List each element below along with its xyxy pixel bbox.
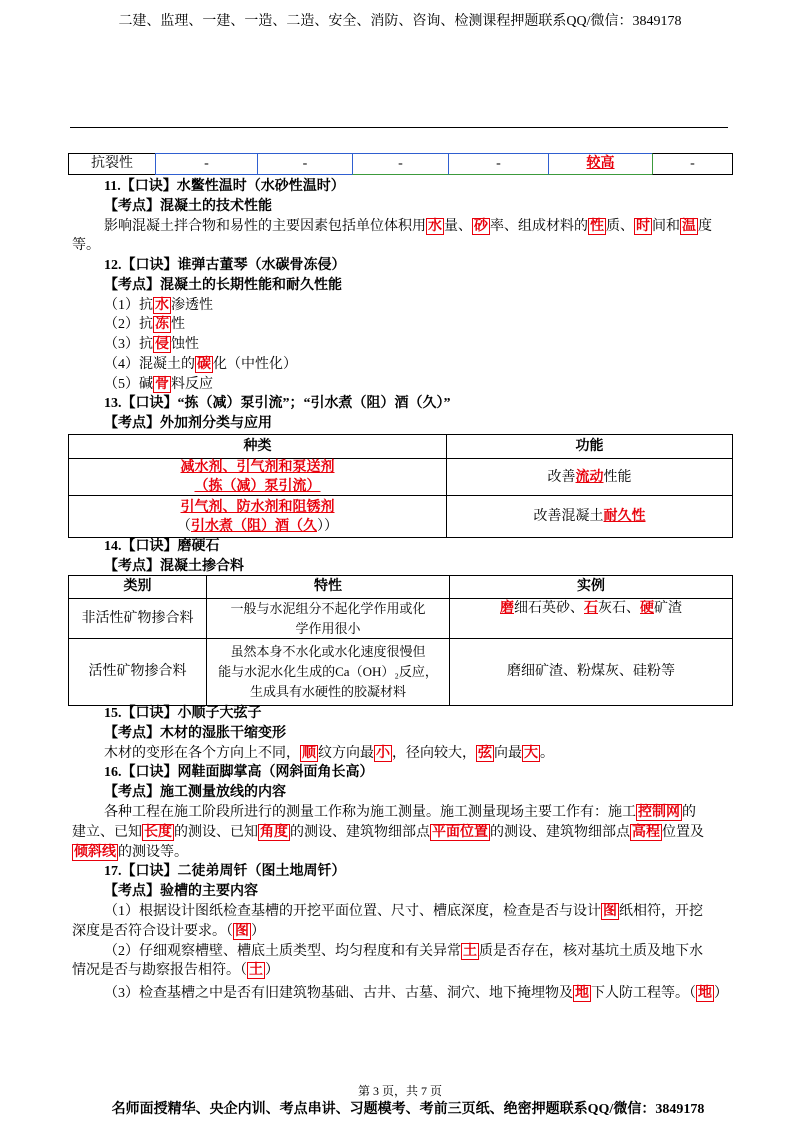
key-point-heading: 【考点】混凝土的技术性能 — [104, 198, 272, 214]
paragraph-line — [72, 236, 732, 256]
value-cell: - — [155, 153, 257, 175]
page-footer: 名师面授精华、央企内训、考点串讲、习题模考、考前三页纸、绝密押题联系QQ/微信：3849178 — [111, 1102, 705, 1117]
text-run: 的测设、建筑物细部点 — [490, 824, 630, 840]
key-character-mark: 引水煮（阻）酒（久 — [191, 518, 317, 534]
cell-line: 生成具有水硬性的胶凝材料 — [249, 684, 406, 699]
cell-line: 虽然本身不水化或水化速度很慢但 — [230, 644, 426, 659]
key-character-mark: 小 — [376, 745, 390, 761]
kind-cell — [69, 459, 447, 496]
text-run: 的测设、建筑物细部点 — [290, 824, 430, 840]
text-run: 率、组成材料的 — [490, 218, 588, 234]
text-run: 深度是否符合设计要求。（ — [72, 923, 233, 939]
cell-line — [534, 507, 646, 526]
paragraph-line — [72, 902, 732, 922]
cell-line: 学作用很小 — [295, 620, 361, 636]
text-run: 。 — [540, 745, 554, 761]
text-run: （1）抗 — [104, 297, 153, 313]
text-run: 影响混凝土拌合物和易性的主要因素包括单位体积用 — [104, 218, 426, 234]
text-run: （2）仔细观察槽壁、槽底土质类型、均匀程度和有关异常 — [104, 943, 461, 959]
key-character-mark: 引气剂、防水剂和阻锈剂 — [180, 499, 335, 515]
admixture-table — [68, 434, 733, 538]
key-character-mark: 水 — [428, 218, 442, 234]
mineral-admixture-table — [68, 575, 733, 706]
key-character-mark: 温 — [682, 218, 696, 234]
text-run: （4）混凝土的 — [104, 356, 195, 372]
text-run: 向最 — [494, 745, 522, 761]
list-item — [72, 375, 732, 395]
function-cell — [447, 459, 733, 496]
value-cell: - — [352, 153, 448, 175]
text-run: 等。 — [72, 238, 100, 254]
value-cell-highlight — [548, 153, 652, 175]
key-point-heading: 【考点】木材的湿胀干缩变形 — [104, 725, 286, 741]
cell-line — [181, 458, 335, 477]
list-item — [72, 335, 732, 355]
key-point-heading: 【考点】验槽的主要内容 — [104, 884, 258, 900]
text-run: （5）碱 — [104, 376, 153, 392]
text-run: （3）检查基槽之中是否有旧建筑物基础、古井、古墓、洞穴、地下掩埋物及 — [104, 986, 573, 1002]
key-character-mark: 碳 — [197, 356, 211, 372]
sections-15-to-17 — [72, 704, 732, 1004]
text-run: 蚀性 — [171, 337, 199, 352]
list-item — [72, 296, 732, 316]
paragraph-line — [72, 961, 732, 981]
key-point-heading: 【考点】施工测量放线的内容 — [104, 785, 286, 801]
value-cell: - — [652, 153, 733, 175]
text-run: 纸相符，开挖 — [619, 903, 703, 919]
paragraph-line — [72, 984, 732, 1004]
key-character-mark: 大 — [524, 745, 538, 761]
header-function: 功能 — [447, 435, 733, 459]
key-character-mark: 磨 — [500, 601, 514, 616]
key-character-mark: 控制网 — [638, 804, 680, 820]
text-run: 改善 — [547, 469, 576, 485]
key-character-mark: 土 — [463, 943, 477, 959]
key-character-mark: 顺 — [302, 745, 316, 761]
text-run: 化（中性化） — [213, 356, 297, 372]
mnemonic-heading: 16.【口诀】网鞋面脚掌高（网斜面角长高） — [104, 765, 374, 781]
key-character-mark: 流动 — [575, 469, 604, 485]
key-character-mark: 高程 — [632, 824, 660, 840]
key-point-heading: 【考点】外加剂分类与应用 — [104, 416, 272, 431]
kind-cell — [69, 496, 447, 538]
cell-line — [548, 468, 632, 487]
key-character-mark: 砂 — [474, 218, 488, 234]
text-run: 位置及 — [662, 824, 704, 840]
text-run: 性能 — [603, 469, 632, 485]
paragraph-line — [72, 823, 732, 843]
text-run: ，径向较大， — [392, 745, 476, 761]
text-run: 的测设等。 — [118, 844, 188, 860]
text-run: 细石英砂、 — [514, 601, 584, 616]
paragraph-line — [72, 217, 732, 237]
traits-cell — [207, 599, 450, 639]
key-value: 较高 — [586, 156, 615, 171]
paragraph-line — [72, 942, 732, 962]
mnemonic-heading: 11.【口诀】水鳖性温时（水砂性温时） — [104, 179, 345, 194]
cell-line: 一般与水泥组分不起化学作用或化 — [230, 600, 426, 616]
mnemonic-heading: 13.【口诀】“拣（减）泵引流”；“引水煮（阻）酒（久）” — [104, 396, 451, 412]
header-kind: 种类 — [69, 435, 447, 459]
category-cell: 非活性矿物掺合料 — [69, 599, 207, 639]
mnemonic-heading: 12.【口诀】谁弹古董琴（水碳骨冻侵） — [104, 258, 346, 273]
text-run: 灰石、 — [598, 601, 640, 616]
text-run: 的 — [682, 804, 696, 820]
text-run: 建立、已知 — [72, 824, 142, 840]
key-character-mark: 角度 — [260, 824, 288, 840]
text-run: 纹方向最 — [318, 745, 374, 761]
text-run: （1）根据设计图纸检查基槽的开挖平面位置、尺寸、槽底深度，检查是否与设计 — [104, 903, 601, 919]
text-run: 情况是否与勘察报告相符。（ — [72, 963, 247, 979]
examples-cell — [450, 599, 733, 639]
list-item — [72, 315, 732, 335]
text-run: 磨细矿渣、粉煤灰、硅粉等 — [507, 664, 675, 679]
examples-cell — [450, 639, 733, 706]
key-character-mark: 长度 — [144, 824, 172, 840]
key-point-heading: 【考点】混凝土掺合料 — [104, 558, 244, 574]
text-run: 度 — [698, 218, 712, 234]
header-examples: 实例 — [450, 576, 733, 599]
text-run: 矿渣 — [654, 601, 682, 616]
key-character-mark: 弦 — [478, 745, 492, 761]
sections-11-to-13 — [72, 177, 732, 434]
key-character-mark: 耐久性 — [603, 509, 646, 524]
mnemonic-heading: 17.【口诀】二徒弟周钎（图土地周钎） — [104, 864, 346, 880]
key-character-mark: 性 — [590, 218, 604, 234]
key-character-mark: 减水剂、引气剂和泵送剂 — [180, 460, 335, 475]
key-character-mark: 图 — [235, 923, 249, 939]
text-run: 料反应 — [171, 376, 213, 392]
traits-cell — [207, 639, 450, 706]
text-run: 间和 — [652, 218, 680, 234]
key-character-mark: 水 — [155, 297, 169, 313]
key-character-mark: 时 — [636, 218, 650, 234]
key-character-mark: 图 — [603, 903, 617, 919]
text-run: 木材的变形在各个方向上不同， — [104, 745, 300, 761]
key-character-mark: 地 — [575, 986, 589, 1002]
header-traits: 特性 — [207, 576, 450, 599]
mnemonic-heading: 15.【口诀】小顺子大弦子 — [104, 706, 262, 721]
property-name-cell: 抗裂性 — [68, 153, 155, 175]
text-run: ） — [265, 963, 279, 979]
text-run: 渗透性 — [171, 297, 213, 313]
page-number: 第 3 页，共 7 页 — [357, 1084, 442, 1098]
key-character-mark: 土 — [249, 963, 263, 979]
text-run: 下人防工程等。（ — [591, 986, 696, 1002]
paragraph-line — [72, 744, 732, 764]
key-character-mark: 倾斜线 — [74, 844, 116, 860]
page-header: 二建、监理、一建、一造、二造、安全、消防、咨询、检测课程押题联系QQ/微信：3849178 — [118, 14, 682, 29]
header-rule — [70, 127, 728, 128]
text-run: （2）抗 — [104, 317, 153, 333]
cell-line — [177, 517, 338, 536]
text-run: 质是否存在，核对基坑土质及地下水 — [479, 943, 703, 959]
text-run: 的测设、已知 — [174, 824, 258, 840]
text-run: 各种工程在施工阶段所进行的测量工作称为施工测量。施工测量现场主要工作有：施工 — [104, 804, 636, 820]
function-cell — [447, 496, 733, 538]
header-category: 类别 — [69, 576, 207, 599]
paragraph-line — [72, 922, 732, 942]
crack-resistance-row — [68, 153, 733, 175]
text-run: （3）抗 — [104, 337, 153, 352]
key-character-mark: 侵 — [155, 337, 169, 352]
key-character-mark: 骨 — [155, 376, 169, 392]
key-character-mark: 平面位置 — [432, 824, 488, 840]
text-run: ） — [714, 986, 728, 1002]
category-cell: 活性矿物掺合料 — [69, 639, 207, 706]
key-character-mark: 地 — [698, 986, 712, 1002]
text-run: 性 — [171, 317, 185, 333]
cell-line — [195, 477, 321, 496]
value-cell: - — [448, 153, 548, 175]
text-run: 改善混凝土 — [533, 509, 604, 524]
text-run: （ — [177, 518, 191, 534]
section-14 — [72, 537, 732, 576]
mnemonic-heading: 14.【口诀】磨硬石 — [104, 539, 220, 554]
text-run: ） — [251, 923, 265, 939]
text-run: 质、 — [606, 218, 634, 234]
cell-line: 能与水泥水化生成的Ca（OH）₂反应， — [218, 664, 438, 679]
key-character-mark: 硬 — [640, 601, 654, 616]
text-run: ）） — [317, 518, 338, 534]
value-cell: - — [257, 153, 352, 175]
cell-line — [507, 662, 675, 682]
cell-line — [500, 599, 682, 619]
paragraph-line — [72, 843, 732, 863]
text-run: 量、 — [444, 218, 472, 234]
cell-line — [181, 498, 335, 517]
paragraph-line — [72, 803, 732, 823]
list-item — [72, 355, 732, 375]
key-character-mark: 石 — [584, 601, 598, 616]
key-character-mark: （拣（减）泵引流） — [194, 479, 321, 494]
key-point-heading: 【考点】混凝土的长期性能和耐久性能 — [104, 277, 342, 293]
key-character-mark: 冻 — [155, 317, 169, 333]
